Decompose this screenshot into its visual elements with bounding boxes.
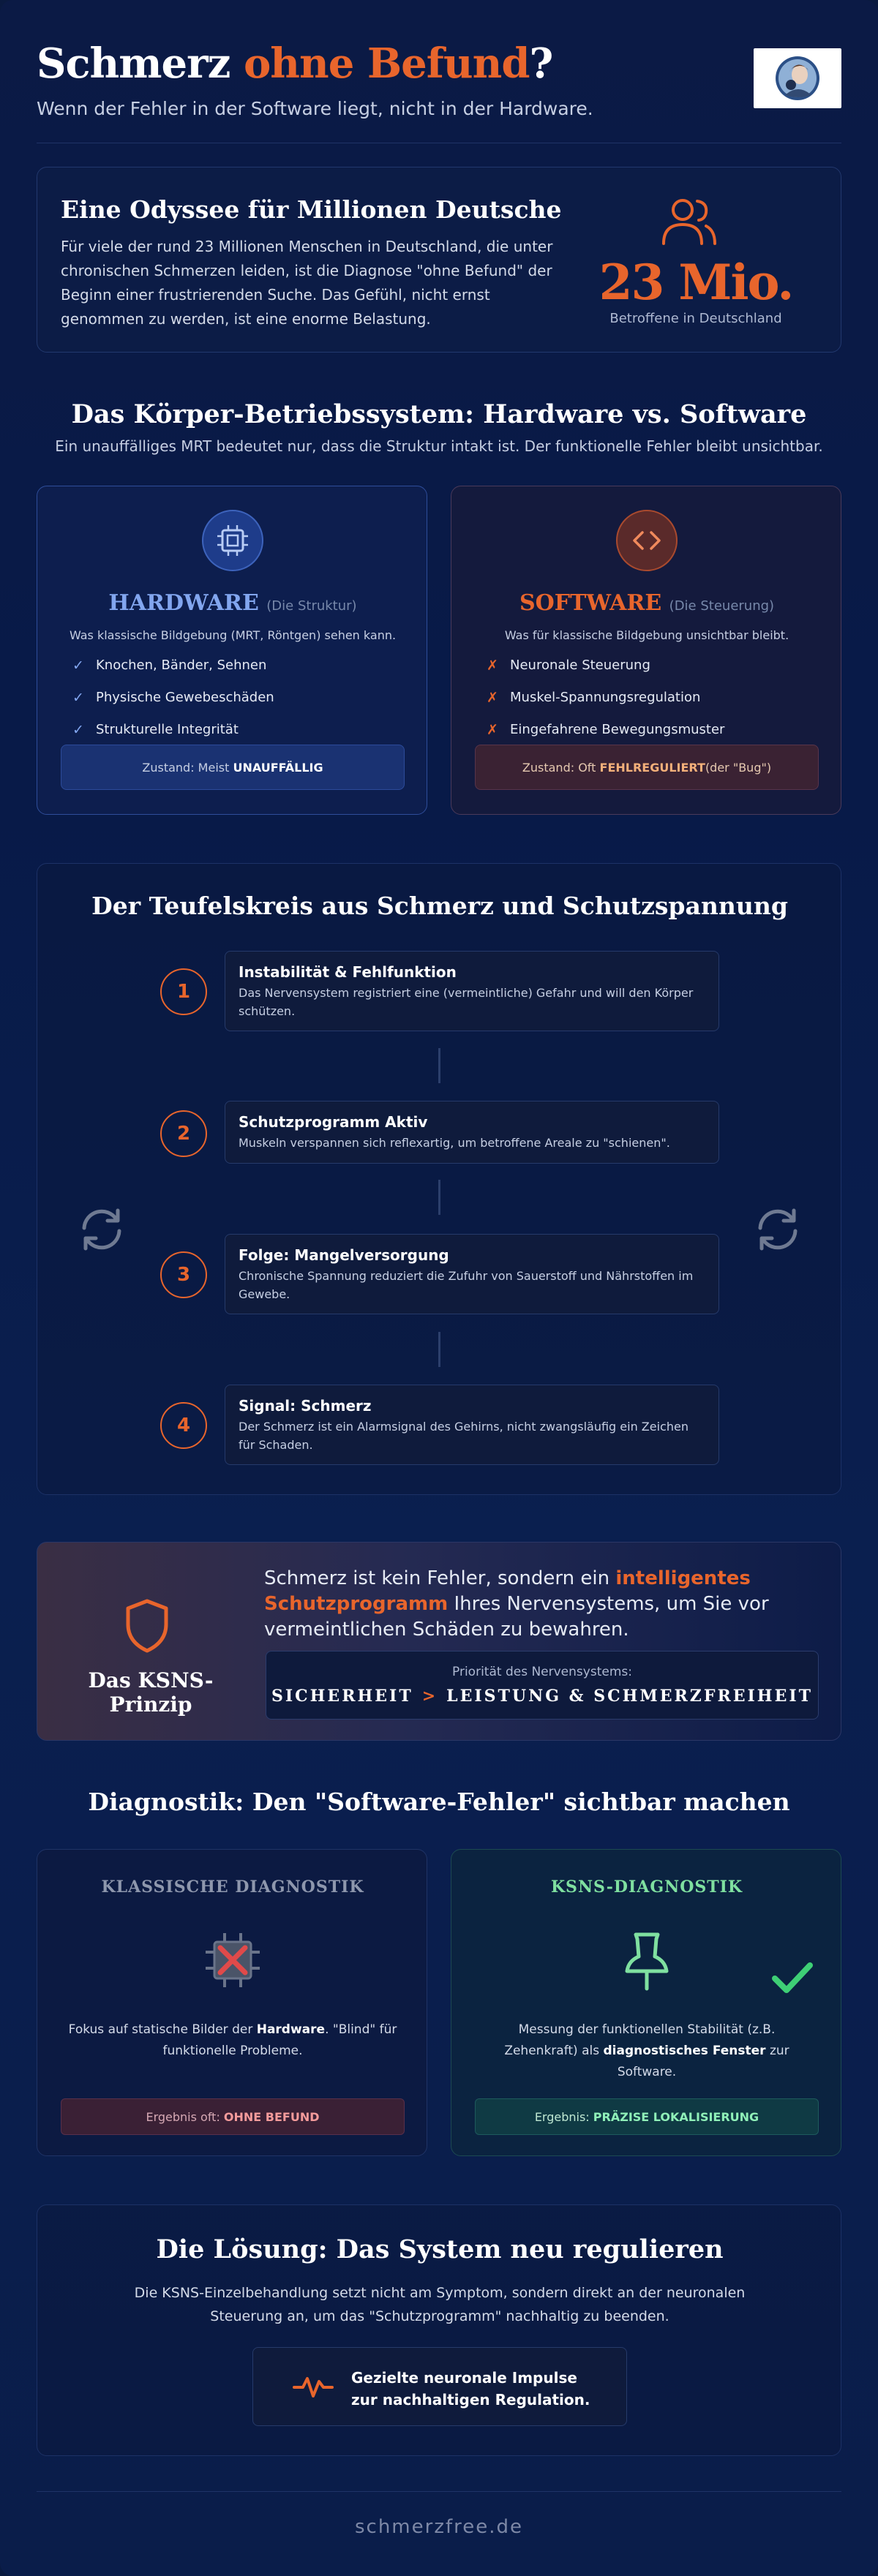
pulse-icon xyxy=(293,2374,334,2400)
cycle-arrows-icon xyxy=(75,1206,128,1253)
chip-icon xyxy=(216,524,249,557)
check-icon: ✓ xyxy=(72,722,84,738)
footer-divider xyxy=(37,2491,841,2492)
cycle-title: Der Teufelskreis aus Schmerz und Schutzspannung xyxy=(91,892,788,920)
avatar-logo-icon xyxy=(773,54,822,102)
step-number: 1 xyxy=(160,968,207,1015)
step-title: Folge: Mangelversorgung xyxy=(239,1246,449,1264)
ksns-text: Schmerz ist kein Fehler, sondern ein intelligentes Schutzprogramm Ihres Nervensystems, um Sie vor vermeintlichen Schäden zu bewahren. xyxy=(264,1567,769,1641)
vicious-cycle-card xyxy=(37,863,841,1495)
priority-value: SICHERHEIT > LEISTUNG & SCHMERZFREIHEIT xyxy=(271,1687,814,1706)
step-number: 4 xyxy=(160,1402,207,1449)
diagnostics-title: Diagnostik: Den "Software-Fehler" sichtbar machen xyxy=(88,1788,790,1816)
shield-icon xyxy=(124,1598,170,1654)
hardware-state: Zustand: Meist UNAUFFÄLLIG xyxy=(61,745,405,790)
logo xyxy=(754,48,841,108)
cross-icon: ✗ xyxy=(487,722,498,738)
os-section-subtitle: Ein unauffälliges MRT bedeutet nur, dass die Struktur intakt ist. Der funktionelle Fehler bleibt unsichtbar. xyxy=(55,437,823,455)
step-desc: Muskeln verspannen sich reflexartig, um betroffene Areale zu "schienen". xyxy=(239,1136,670,1150)
step-card xyxy=(225,1101,719,1164)
users-icon xyxy=(658,195,719,248)
code-icon-wrap xyxy=(616,510,678,571)
step-desc: Der Schmerz ist ein Alarmsignal des Gehirns, nicht zwangsläufig ein Zeichen für Schaden. xyxy=(239,1420,688,1452)
classic-diagnostics-card xyxy=(37,1849,427,2156)
connector-line xyxy=(438,1048,440,1083)
solution-title: Die Lösung: Das System neu regulieren xyxy=(156,2234,724,2264)
check-icon: ✓ xyxy=(72,690,84,706)
impulse-box xyxy=(252,2347,627,2426)
step-title: Signal: Schmerz xyxy=(239,1397,372,1415)
ksns-diagnostics-card xyxy=(451,1849,841,2156)
ksns-title: Das KSNS-Prinzip xyxy=(88,1668,214,1717)
step-card xyxy=(225,1385,719,1465)
step-title: Schutzprogramm Aktiv xyxy=(239,1113,428,1131)
ksns-diag-title: KSNS-DIAGNOSTIK xyxy=(550,1878,743,1897)
step-title: Instabilität & Fehlfunktion xyxy=(239,963,457,981)
list-item: ✓ Strukturelle Integrität xyxy=(72,722,239,738)
list-item: ✓ Physische Gewebeschäden xyxy=(72,690,274,706)
checkmark-icon xyxy=(770,1959,814,1996)
hardware-title: HARDWARE (Die Struktur) xyxy=(108,590,357,616)
hardware-card xyxy=(37,486,427,815)
list-item: ✓ Knochen, Bänder, Sehnen xyxy=(72,658,267,674)
page-title: Schmerz ohne Befund? xyxy=(37,39,553,88)
step-number: 2 xyxy=(160,1110,207,1157)
ksns-result: Ergebnis: PRÄZISE LOKALISIERUNG xyxy=(475,2098,819,2135)
connector-line xyxy=(438,1180,440,1215)
step-desc: Chronische Spannung reduziert die Zufuhr von Sauerstoff und Nährstoffen im Gewebe. xyxy=(239,1269,694,1301)
odyssey-text: Für viele der rund 23 Millionen Menschen in Deutschland, die unter chronischen Schmerzen leiden, ist die Diagnose "ohne Befund" der Beginn einer frustrierenden Suche. Das Gefühl, nicht ernst genommen zu werden, ist eine enorme Belastung. xyxy=(61,238,553,328)
classic-title: KLASSISCHE DIAGNOSTIK xyxy=(101,1878,364,1897)
footer-site[interactable]: schmerzfree.de xyxy=(354,2516,523,2538)
step-card xyxy=(225,1234,719,1314)
classic-desc: Fokus auf statische Bilder der Hardware. "Blind" für funktionelle Probleme. xyxy=(68,2022,397,2058)
software-state: Zustand: Oft FEHLREGULIERT (der "Bug") xyxy=(475,745,819,790)
solution-text: Die KSNS-Einzelbehandlung setzt nicht am Symptom, sondern direkt an der neuronalen Steuerung an, um das "Schutzprogramm" nachhaltig zu beenden. xyxy=(134,2285,746,2324)
priority-label: Priorität des Nervensystems: xyxy=(452,1665,632,1679)
list-item: ✗ Eingefahrene Bewegungsmuster xyxy=(487,722,725,738)
step-card xyxy=(225,951,719,1031)
software-list xyxy=(487,658,724,754)
priority-box xyxy=(266,1651,819,1720)
ksns-diag-desc: Messung der funktionellen Stabilität (z.B. Zehenkraft) als diagnostisches Fenster zur Software. xyxy=(504,2022,789,2079)
classic-result: Ergebnis oft: OHNE BEFUND xyxy=(61,2098,405,2135)
cross-icon: ✗ xyxy=(487,658,498,674)
impulse-text: Gezielte neuronale Impulse zur nachhaltigen Regulation. xyxy=(351,2369,590,2409)
software-title: SOFTWARE (Die Steuerung) xyxy=(519,590,775,616)
chip-icon-wrap xyxy=(202,510,263,571)
stat-value: 23 Mio. xyxy=(599,254,793,311)
odyssey-title: Eine Odyssee für Millionen Deutsche xyxy=(61,195,562,224)
crossed-chip-icon xyxy=(201,1929,264,1992)
page-subtitle: Wenn der Fehler in der Software liegt, nicht in der Hardware. xyxy=(37,98,593,119)
os-section-title: Das Körper-Betriebssystem: Hardware vs. Software xyxy=(71,399,807,429)
code-icon xyxy=(630,524,664,557)
software-desc: Was für klassische Bildgebung unsichtbar bleibt. xyxy=(504,628,789,642)
solution-card xyxy=(37,2204,841,2456)
pin-icon xyxy=(615,1929,678,1992)
hardware-desc: Was klassische Bildgebung (MRT, Röntgen) sehen kann. xyxy=(69,628,397,642)
cycle-arrows-icon xyxy=(751,1206,804,1253)
header xyxy=(37,0,841,143)
check-icon: ✓ xyxy=(72,658,84,674)
list-item: ✗ Neuronale Steuerung xyxy=(487,658,650,674)
ksns-principle-card xyxy=(37,1542,841,1741)
hardware-list xyxy=(72,658,274,754)
connector-line xyxy=(438,1332,440,1367)
cross-icon: ✗ xyxy=(487,690,498,706)
software-card xyxy=(451,486,841,815)
stat-label: Betroffene in Deutschland xyxy=(609,311,782,326)
list-item: ✗ Muskel-Spannungsregulation xyxy=(487,690,701,706)
step-number: 3 xyxy=(160,1251,207,1298)
odyssey-card xyxy=(37,167,841,353)
step-desc: Das Nervensystem registriert eine (vermeintliche) Gefahr und will den Körper schützen. xyxy=(239,986,694,1018)
